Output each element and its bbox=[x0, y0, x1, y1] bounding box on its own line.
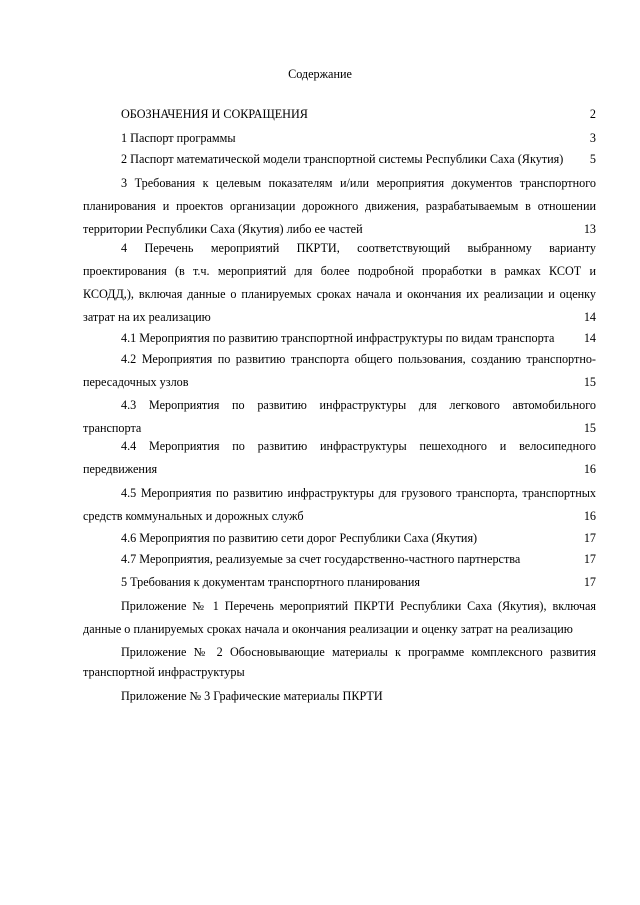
toc-page-number: 17 bbox=[583, 575, 596, 589]
toc-page-number: 16 bbox=[583, 509, 596, 523]
toc-entry-text: Приложение № 3 Графические материалы ПКРТИ bbox=[121, 689, 383, 703]
toc-page-number: 13 bbox=[583, 222, 596, 236]
toc-page-number: 17 bbox=[583, 531, 596, 545]
toc-entry-text: 4.1 Мероприятия по развитию транспортной инфраструктуры по видам транспорта bbox=[121, 331, 555, 345]
toc-entry-text-continued: данные о планируемых сроках начала и окончания реализации и оценку затрат на реализацию bbox=[83, 622, 573, 636]
toc-entry-text: 4.6 Мероприятия по развитию сети дорог Республики Саха (Якутия) bbox=[121, 531, 478, 545]
toc-entry-text-continued: средств коммунальных и дорожных служб bbox=[83, 509, 304, 523]
toc-page-number: 5 bbox=[589, 152, 596, 166]
toc-page-number: 3 bbox=[589, 131, 596, 145]
toc-title: Содержание bbox=[288, 67, 352, 81]
toc-entry-text-continued: транспорта bbox=[83, 421, 142, 435]
toc-entry-text: 2 Паспорт математической модели транспортной системы Республики Саха (Якутия) bbox=[121, 152, 564, 166]
toc-entry-text: 4.4 Мероприятия по развитию инфраструктуры пешеходного и велосипедного bbox=[121, 439, 596, 453]
toc-page-number: 15 bbox=[583, 421, 596, 435]
toc-entry-text: Приложение № 1 Перечень мероприятий ПКРТИ Республики Саха (Якутия), включая bbox=[121, 599, 596, 613]
toc-entry-text: 5 Требования к документам транспортного планирования bbox=[121, 575, 420, 589]
toc-page-number: 14 bbox=[583, 310, 596, 324]
toc-page-number: 16 bbox=[583, 462, 596, 476]
toc-entry-text-continued: планирования и проектов организации дорожного движения, разрабатываемым в отношении bbox=[83, 199, 596, 213]
toc-entry-text-continued: пересадочных узлов bbox=[83, 375, 189, 389]
toc-entry-text-continued: КСОДД,), включая данные о планируемых сроках начала и окончания их реализации и оценку bbox=[83, 287, 596, 301]
toc-page-number: 14 bbox=[583, 331, 596, 345]
toc-entry-text: Приложение № 2 Обосновывающие материалы к программе комплексного развития bbox=[121, 645, 596, 659]
toc-page-number: 17 bbox=[583, 552, 596, 566]
toc-page-number: 15 bbox=[583, 375, 596, 389]
toc-entry-text: ОБОЗНАЧЕНИЯ И СОКРАЩЕНИЯ bbox=[121, 107, 308, 121]
toc-entry-text-continued: территории Республики Саха (Якутия) либо ее частей bbox=[83, 222, 363, 236]
toc-entry-text: 4.5 Мероприятия по развитию инфраструктуры для грузового транспорта, транспортных bbox=[121, 486, 596, 500]
toc-entry-text: 1 Паспорт программы bbox=[121, 131, 236, 145]
toc-entry-text: 3 Требования к целевым показателям и/или мероприятия документов транспортного bbox=[121, 176, 596, 190]
toc-entry-text-continued: передвижения bbox=[83, 462, 158, 476]
toc-entry-text: 4.7 Мероприятия, реализуемые за счет государственно-частного партнерства bbox=[121, 552, 521, 566]
toc-entry-text: 4 Перечень мероприятий ПКРТИ, соответствующий выбранному варианту bbox=[121, 241, 596, 255]
toc-entry-text: 4.3 Мероприятия по развитию инфраструктуры для легкового автомобильного bbox=[121, 398, 596, 412]
toc-entry-text-continued: проектирования (в т.ч. мероприятий для более подробной проработки в рамках КСОТ и bbox=[83, 264, 596, 278]
toc-page-number: 2 bbox=[589, 107, 596, 121]
toc-entry-text: 4.2 Мероприятия по развитию транспорта общего пользования, созданию транспортно- bbox=[121, 352, 596, 366]
toc-entry-text-continued: транспортной инфраструктуры bbox=[83, 665, 245, 679]
toc-entry-text-continued: затрат на их реализацию bbox=[83, 310, 211, 324]
